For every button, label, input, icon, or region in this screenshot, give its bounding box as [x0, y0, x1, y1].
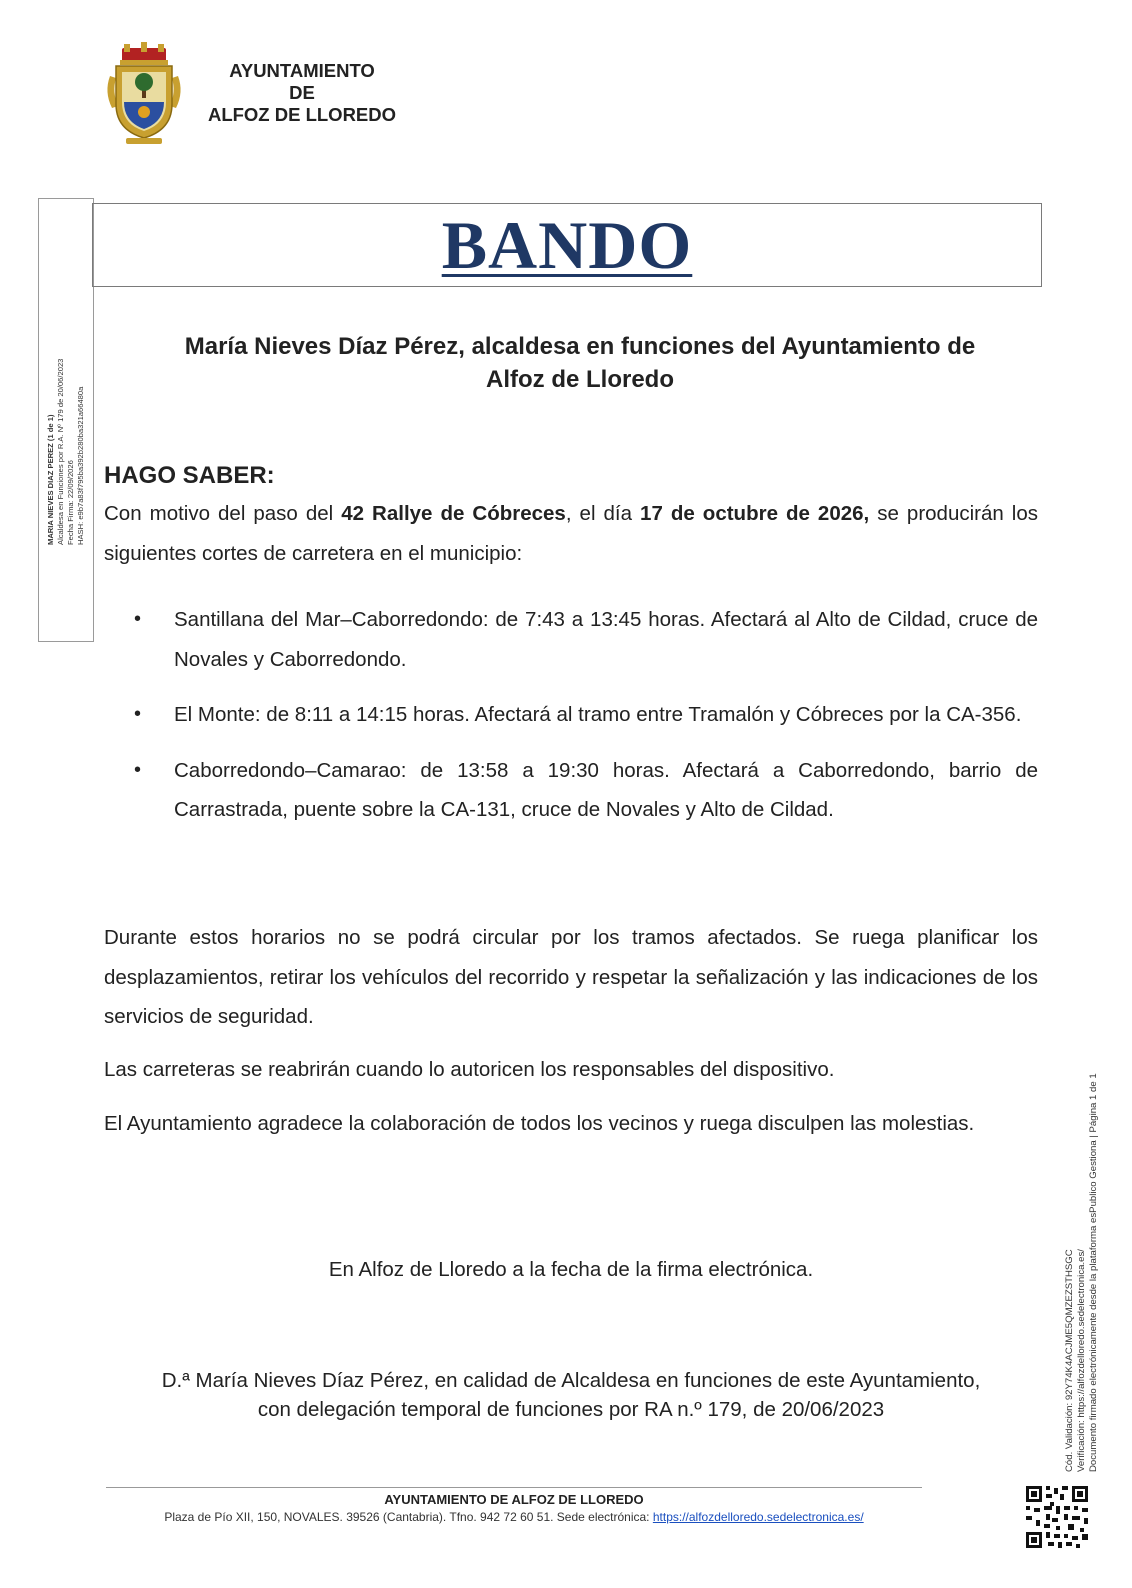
- sede-electronica-link[interactable]: https://alfozdelloredo.sedelectronica.es/: [652, 1510, 864, 1524]
- bullet-icon: •: [134, 608, 142, 630]
- agradecimiento-paragraph: El Ayuntamiento agradece la colaboración de todos los vecinos y ruega disculpen las molestias.: [104, 1112, 975, 1135]
- org-line-1: AYUNTAMIENTO: [229, 60, 375, 81]
- header-org-name: [182, 60, 422, 126]
- validation-strip: [1064, 992, 1100, 1472]
- footer-org-name: AYUNTAMIENTO DE ALFOZ DE LLOREDO: [384, 1492, 644, 1507]
- issuer-line-2: Alfoz de Lloredo: [486, 366, 674, 393]
- stamp-signer: MARIA NIEVES DIAZ PEREZ (1 de 1): [46, 414, 55, 545]
- list-item: [104, 600, 1038, 679]
- org-line-2: DE: [289, 82, 315, 103]
- signature-line-2: con delegación temporal de funciones por RA n.º 179, de 20/06/2023: [257, 1398, 885, 1421]
- hago-saber-heading: HAGO SABER:: [104, 462, 275, 489]
- list-item: [104, 751, 1038, 830]
- road-closures-list: [104, 600, 1038, 846]
- stamp-text: [46, 295, 86, 545]
- validation-code: Cód. Validación: 92Y74K4ACJME5QMZEZSTHSGC: [1064, 1249, 1075, 1472]
- org-line-3: ALFOZ DE LLOREDO: [207, 104, 397, 125]
- issuer-heading: [120, 330, 1040, 396]
- signature-stamp: [38, 198, 94, 642]
- place-date-line: En Alfoz de Lloredo a la fecha de la firma electrónica.: [328, 1258, 814, 1281]
- intro-paragraph: [104, 494, 1038, 573]
- signature-block: [104, 1366, 1038, 1424]
- validation-platform: Documento firmado electrónicamente desde la plataforma esPublico Gestiona | Página 1 de 1: [1088, 1073, 1099, 1472]
- horarios-paragraph: Durante estos horarios no se podrá circular por los tramos afectados. Se ruega planificar los desplazamientos, retirar los vehículos del recorrido y respetar la señalización y las indicaciones de los servicios de seguridad.: [104, 926, 1038, 1028]
- intro-text-1: Con motivo del paso del: [104, 502, 342, 525]
- reapertura-paragraph: Las carreteras se reabrirán cuando lo autoricen los responsables del dispositivo.: [104, 1058, 835, 1081]
- closure-text: Caborredondo–Camarao: de 13:58 a 19:30 horas. Afectará a Caborredondo, barrio de Carrastrada, puente sobre la CA-131, cruce de Novales y Alto de Cildad.: [174, 758, 1038, 821]
- bullet-icon: •: [134, 703, 142, 725]
- signature-line-1: D.ª María Nieves Díaz Pérez, en calidad de Alcaldesa en funciones de este Ayuntamiento,: [161, 1369, 981, 1392]
- footer-address: [106, 1510, 922, 1524]
- issuer-line-1: María Nieves Díaz Pérez, alcaldesa en funciones del Ayuntamiento de: [184, 333, 976, 360]
- intro-text-3: se producirán los siguientes cortes de carretera en el municipio:: [104, 502, 1038, 565]
- page-title: BANDO: [441, 207, 693, 283]
- intro-text-2: , el día: [565, 502, 641, 525]
- validation-url: Verificación: https://alfozdelloredo.sedelectronica.es/: [1076, 1249, 1087, 1472]
- municipal-crest-icon: [104, 42, 184, 146]
- qr-code-icon[interactable]: [1024, 1484, 1090, 1550]
- closure-text: Santillana del Mar–Caborredondo: de 7:43 a 13:45 horas. Afectará al Alto de Cildad, cruce de Novales y Caborredondo.: [174, 608, 1038, 671]
- bullet-icon: •: [134, 758, 142, 781]
- footer-divider: [106, 1487, 922, 1488]
- intro-rally-name: 42 Rallye de Cóbreces: [341, 502, 566, 525]
- intro-date: 17 de octubre de 2026,: [640, 502, 870, 525]
- stamp-hash: HASH: e9b7a83f795ba392b280ba321a66480a: [76, 386, 85, 545]
- stamp-date: Fecha Firma: 22/09/2026: [66, 460, 75, 545]
- list-item: [104, 695, 1038, 735]
- title-box: [92, 203, 1042, 287]
- stamp-role: Alcaldesa en Funciones por R.A. Nº 179 de 20/06/2023: [56, 358, 65, 545]
- footer-address-text: Plaza de Pío XII, 150, NOVALES. 39526 (Cantabria). Tfno. 942 72 60 51. Sede electrónica:: [164, 1510, 653, 1524]
- closure-text: El Monte: de 8:11 a 14:15 horas. Afectará al tramo entre Tramalón y Cóbreces por la CA-356.: [174, 703, 1022, 726]
